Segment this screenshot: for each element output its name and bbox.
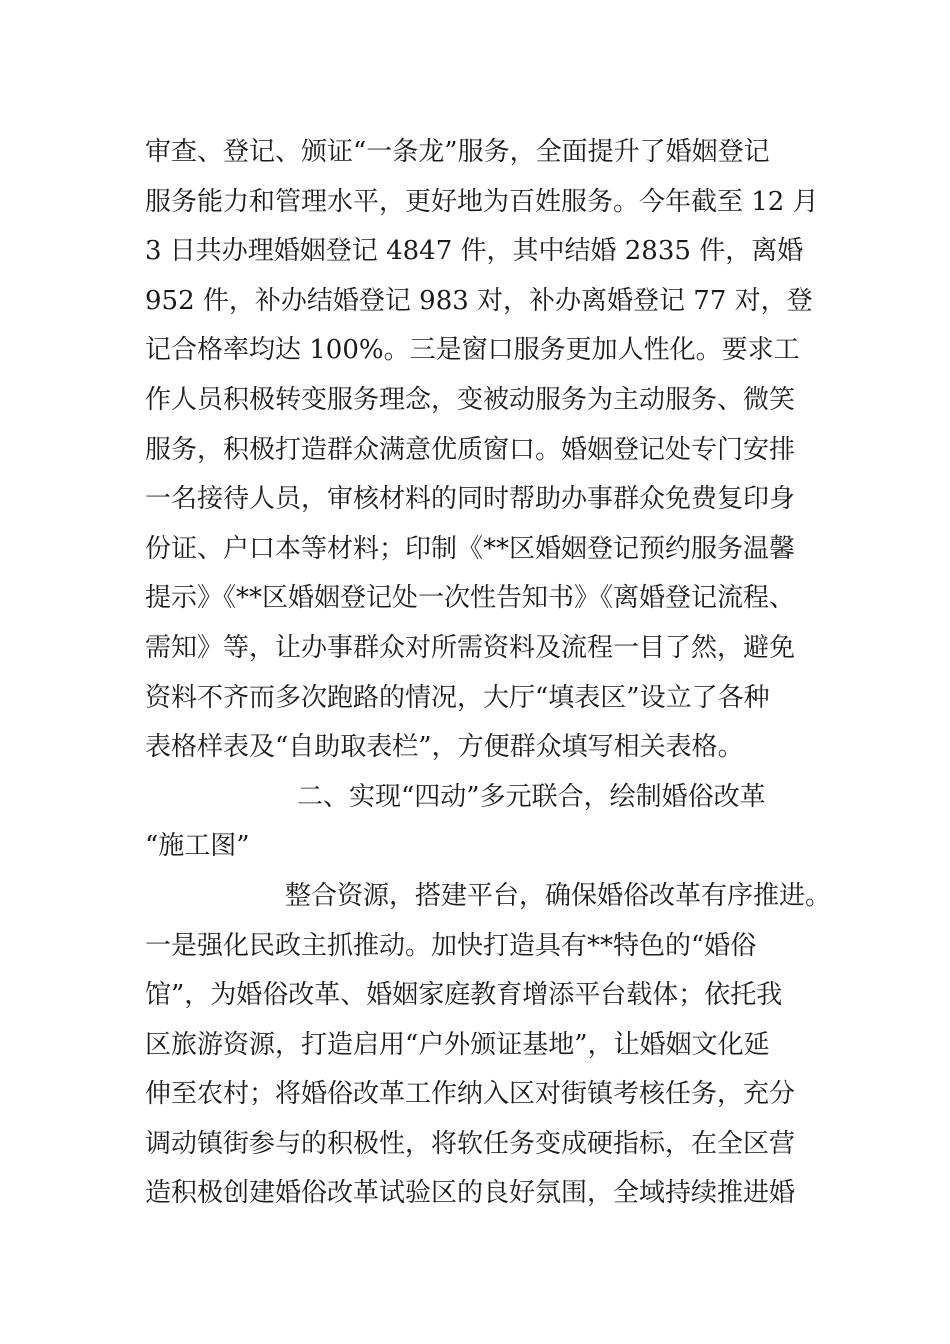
body-line: 作人员积极转变服务理念，变被动服务为主动服务、微笑 <box>145 384 796 415</box>
body-line: 造积极创建婚俗改革试验区的良好氛围，全域持续推进婚 <box>145 1178 796 1209</box>
paragraph-lead-line: 整合资源，搭建平台，确保婚俗改革有序推进。 <box>285 880 832 911</box>
body-line: 馆”，为婚俗改革、婚姻家庭教育增添平台载体；依托我 <box>145 980 783 1011</box>
body-line: 提示》《**区婚姻登记处一次性告知书》《离婚登记流程、 <box>145 583 796 614</box>
body-line: 伸至农村；将婚俗改革工作纳入区对街镇考核任务，充分 <box>145 1079 796 1110</box>
body-line: 服务，积极打造群众满意优质窗口。婚姻登记处专门安排 <box>145 434 796 465</box>
body-line: 调动镇街参与的积极性，将软任务变成硬指标，在全区营 <box>145 1128 796 1159</box>
section-heading: 二、实现“四动”多元联合，绘制婚俗改革 <box>297 781 766 812</box>
body-line: 3 日共办理婚姻登记 4847 件，其中结婚 2835 件，离婚 <box>145 236 804 267</box>
body-line: 需知》等，让办事群众对所需资料及流程一目了然，避免 <box>145 632 796 663</box>
body-line: 区旅游资源，打造启用“户外颁证基地”，让婚姻文化延 <box>145 1029 770 1060</box>
body-line: 份证、户口本等材料；印制《**区婚姻登记预约服务温馨 <box>145 533 796 564</box>
body-line: 审查、登记、颁证“一条龙”服务，全面提升了婚姻登记 <box>145 137 770 167</box>
body-line: 资料不齐而多次跑路的情况，大厅“填表区”设立了各种 <box>145 682 770 713</box>
body-line: 表格样表及“自助取表栏”，方便群众填写相关表格。 <box>145 732 744 763</box>
document-body <box>145 128 832 1219</box>
body-line: 服务能力和管理水平，更好地为百姓服务。今年截至 12 月 <box>145 186 819 217</box>
body-line: 记合格率均达 100%。三是窗口服务更加人性化。要求工 <box>145 335 800 366</box>
body-line: 952 件，补办结婚登记 983 对，补办离婚登记 77 对，登 <box>145 285 813 316</box>
section-heading-continued: “施工图” <box>145 831 250 862</box>
body-line: 一名接待人员，审核材料的同时帮助办事群众免费复印身 <box>145 484 796 515</box>
body-line: 一是强化民政主抓推动。加快打造具有**特色的“婚俗 <box>145 930 757 961</box>
